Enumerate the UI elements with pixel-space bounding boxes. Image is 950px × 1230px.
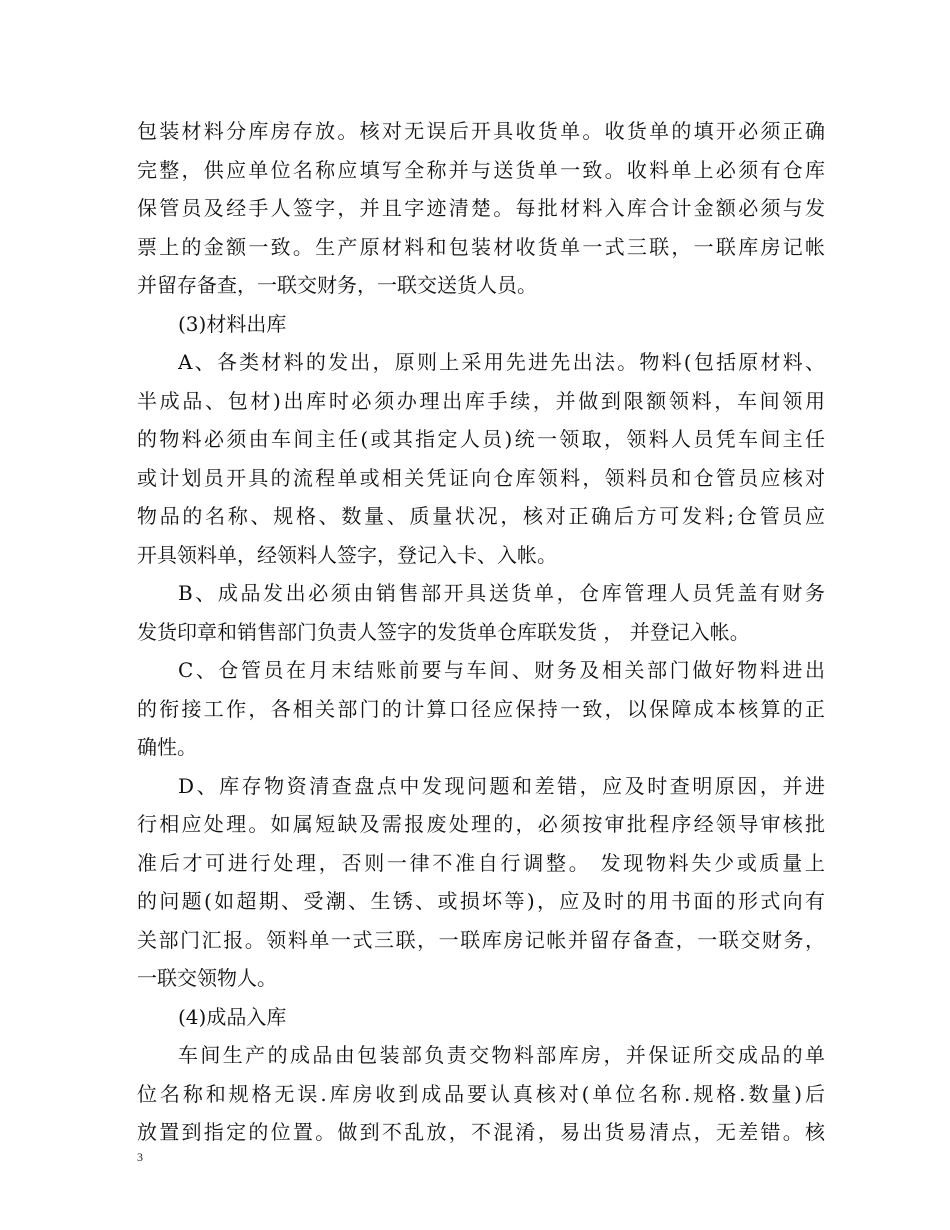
text-line: 行相应处理。如属短缺及需报废处理的，必须按审批程序经领导审核批 bbox=[137, 812, 825, 836]
text-line: (4)成品入库 bbox=[178, 1004, 287, 1029]
text-line: A、各类材料的发出，原则上采用先进先出法。物料(包括原材料、 bbox=[178, 350, 825, 374]
text-line: 位名称和规格无误.库房收到成品要认真核对(单位名称.规格.数量)后 bbox=[137, 1081, 825, 1106]
text-line: 半成品、包材)出库时必须办理出库手续，并做到限额领料，车间领用 bbox=[137, 388, 825, 413]
text-line: 车间生产的成品由包装部负责交物料部库房，并保证所交成品的单 bbox=[178, 1043, 825, 1067]
text-line: 放置到指定的位置。做到不乱放，不混淆，易出货易清点，无差错。核 bbox=[137, 1120, 825, 1144]
text-line: 或计划员开具的流程单或相关凭证向仓库领料，领料员和仓管员应核对 bbox=[137, 465, 825, 490]
text-line: 的问题(如超期、受潮、生锈、或损坏等)，应及时的用书面的形式向有 bbox=[137, 889, 825, 913]
text-line: 确性。 bbox=[137, 735, 197, 759]
text-line: B、成品发出必须由销售部开具送货单，仓库管理人员凭盖有财务 bbox=[178, 581, 825, 605]
text-line: 包装材料分库房存放。核对无误后开具收货单。收货单的填开必须正确 bbox=[137, 119, 825, 143]
text-line: 一联交领物人。 bbox=[137, 966, 277, 990]
text-line: 并留存备查，一联交财务，一联交送货人员。 bbox=[137, 273, 537, 297]
text-line: 关部门汇报。领料单一式三联，一联库房记帐并留存备查，一联交财务， bbox=[137, 927, 825, 952]
text-line: D、库存物资清查盘点中发现问题和差错，应及时查明原因，并进 bbox=[178, 773, 825, 798]
text-line: 完整，供应单位名称应填写全称并与送货单一致。收料单上必须有仓库 bbox=[137, 157, 825, 182]
text-line: 票上的金额一致。生产原材料和包装材收货单一式三联，一联库房记帐 bbox=[137, 234, 825, 259]
text-line: 的衔接工作，各相关部门的计算口径应保持一致，以保障成本核算的正 bbox=[137, 696, 825, 721]
body-text bbox=[137, 112, 825, 1152]
text-line: 准后才可进行处理，否则一律不准自行调整。 发现物料失少或质量上 bbox=[137, 850, 825, 875]
text-line: C、仓管员在月末结账前要与车间、财务及相关部门做好物料进出 bbox=[178, 658, 825, 682]
text-line: (3)材料出库 bbox=[178, 311, 287, 336]
text-line: 的物料必须由车间主任(或其指定人员)统一领取，领料人员凭车间主任 bbox=[137, 427, 825, 451]
page-number: 3 bbox=[137, 1150, 143, 1164]
text-line: 发货印章和销售部门负责人签字的发货单仓库联发货 ， 并登记入帐。 bbox=[137, 619, 750, 644]
text-line: 物品的名称、规格、数量、质量状况，核对正确后方可发料;仓管员应 bbox=[137, 504, 825, 528]
text-line: 保管员及经手人签字，并且字迹清楚。每批材料入库合计金额必须与发 bbox=[137, 196, 825, 220]
text-line: 开具领料单，经领料人签字，登记入卡、入帐。 bbox=[137, 542, 557, 567]
